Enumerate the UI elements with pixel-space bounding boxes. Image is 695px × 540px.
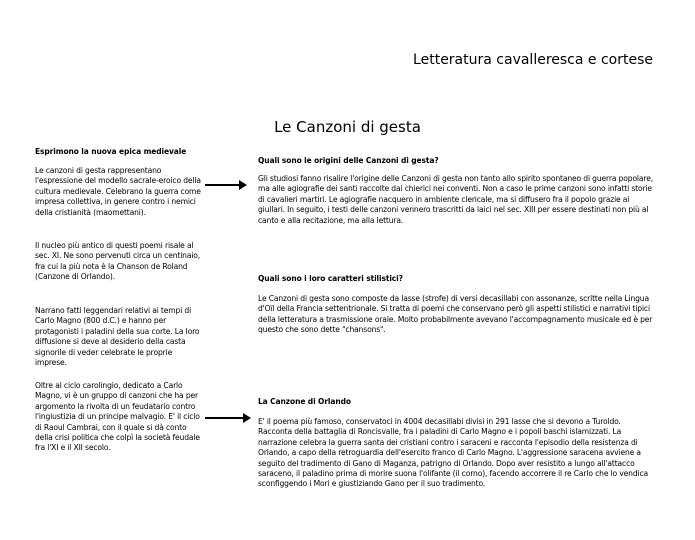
arrow-right-icon — [205, 417, 245, 419]
slide-title: Letteratura cavalleresca e cortese — [413, 52, 653, 68]
left-paragraph-1: Le canzoni di gesta rappresentano l'espressione del modello sacrale-eroico della cultura medievale. Celebrano la guerra come impresa collettiva, in genere contro i nemici della cristianità (maomettani). — [35, 166, 201, 217]
arrow-right-icon — [205, 184, 241, 186]
left-paragraph-2: Il nucleo più antico di questi poemi risale al sec. XI. Ne sono pervenuti circa un centinaio, fra cui la più nota è la Chanson de Roland (Canzone di Orlando). — [35, 241, 201, 282]
section-text-origins: Gli studiosi fanno risalire l'origine delle Canzoni di gesta non tanto allo spirito spontaneo di guerra popolare, ma alle agiografie dei santi raccolte dai chierici nei conventi. Non a caso le prime canzoni sono infatti storie di cavalieri martiri. Le agiografie nacquero in ambiente clericale, ma si diffusero fra il popolo grazie ai giullari. In seguito, i testi delle canzoni vennero trascritti da laici nel sec. XIII per essere destinati non più al canto e alla recitazione, ma alla lettura. — [258, 174, 653, 225]
section-text-style: Le Canzoni di gesta sono composte da lasse (strofe) di versi decasillabi con assonanze, scritte nella Lingua d'Oïl della Francia settentrionale. Si tratta di poemi che conservano però gli aspetti stilistici e narrativi tipici della letteratura a trasmissione orale. Molto probabilmente avevano l'accompagnamento musicale ed è per questo che sono dette "chansons". — [258, 294, 653, 335]
section-heading-orlando: La Canzone di Orlando — [258, 397, 351, 406]
section-heading-origins: Quali sono le origini delle Canzoni di gesta? — [258, 156, 439, 165]
left-paragraph-3: Narrano fatti leggendari relativi ai tempi di Carlo Magno (800 d.C.) e hanno per protagonisti i paladini della sua corte. La loro diffusione si deve al desiderio della casta signorile di veder celebrate le proprie imprese. — [35, 306, 200, 368]
left-paragraph-4: Oltre al ciclo carolingio, dedicato a Carlo Magno, vi è un gruppo di canzoni che ha per argomento la rivolta di un feudatario contro l'ingiustizia di un principe malvagio. E' il ciclo di Raoul Cambrai, con il quale si dà conto della crisi politica che colpì la società feudale fra l'XI e il XII secolo. — [35, 381, 200, 453]
section-heading-style: Quali sono i loro caratteri stilistici? — [258, 274, 403, 283]
left-heading: Esprimono la nuova epica medievale — [35, 147, 187, 156]
section-text-orlando: E' il poema più famoso, conservatoci in 4004 decasillabi divisi in 291 lasse che si devono a Turoldo. Racconta della battaglia di Roncisvalle, fra i paladini di Carlo Magno e i popoli baschi islamizzati. La narrazione celebra la guerra santa dei cristiani contro i saraceni e racconta l'episodio della resistenza di Orlando, a capo della retroguardia dell'esercito franco di Carlo Magno. L'aggressione saracena avviene a seguito del tradimento di Gano di Maganza, patrigno di Orlando. Dopo aver resistito a lungo all'attacco saraceno, il paladino prima di morire suona l'olifante (il corno), facendo accorrere il re Carlo che lo vendica sconfiggendo i Mori e giustiziando Gano per il suo tradimento. — [258, 417, 649, 489]
slide-subtitle: Le Canzoni di gesta — [274, 118, 421, 136]
